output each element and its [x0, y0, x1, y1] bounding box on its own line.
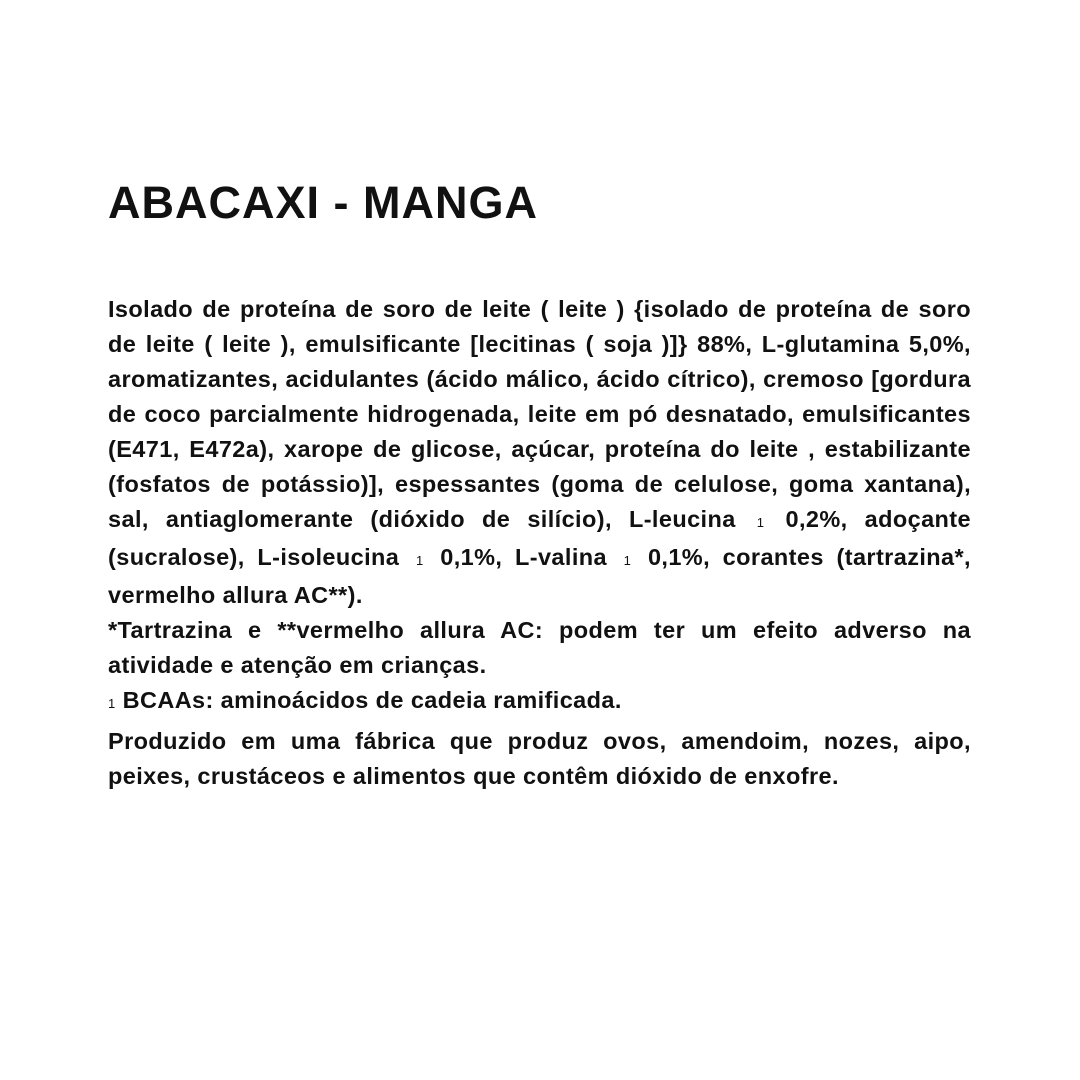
ingredients-text-1: Isolado de proteína de soro de leite ( leite ) {isolado de proteína de soro de leite ( leite ), emulsificante [lecitinas ( soja )]} 88%, L-glutamina 5,0%, aromatizantes, acidulantes (ácido málico, ácido cítrico), cremoso [gordura de coco parcialmente hidrogenada, leite em pó desnatado, emulsificantes (E471, E472a), xarope de glicose, açúcar, proteína do leite , estabilizante (fosfatos de potássio)], espessantes (goma de celulose, goma xantana), sal, antiaglomerante (dióxido de silício), L-leucina — [108, 296, 971, 532]
colorant-warning: *Tartrazina e **vermelho allura AC: podem ter um efeito adverso na atividade e atenção em crianças. — [108, 617, 971, 678]
ingredients-text-4: 0,1%, corantes (tartrazina*, vermelho allura AC**). — [108, 544, 971, 608]
bcaa-footnote — [108, 683, 971, 721]
bcaa-footnote-marker: 1 — [623, 553, 632, 568]
label-body — [108, 292, 971, 794]
bcaa-footnote-marker: 1 — [756, 515, 765, 530]
ingredients-text-2: 0,2%, adoçante (sucralose), L-isoleucina — [108, 506, 972, 570]
product-title: ABACAXI - MANGA — [108, 177, 538, 228]
allergen-factory-notice: Produzido em uma fábrica que produz ovos, amendoim, nozes, aipo, peixes, crustáceos e alimentos que contêm dióxido de enxofre. — [108, 728, 971, 789]
ingredients-list — [108, 292, 971, 613]
bcaa-footnote-text: BCAAs: aminoácidos de cadeia ramificada. — [122, 687, 622, 713]
bcaa-footnote-marker: 1 — [415, 553, 424, 568]
bcaa-footnote-number: 1 — [108, 696, 116, 711]
ingredients-text-3: 0,1%, L-valina — [440, 544, 607, 570]
